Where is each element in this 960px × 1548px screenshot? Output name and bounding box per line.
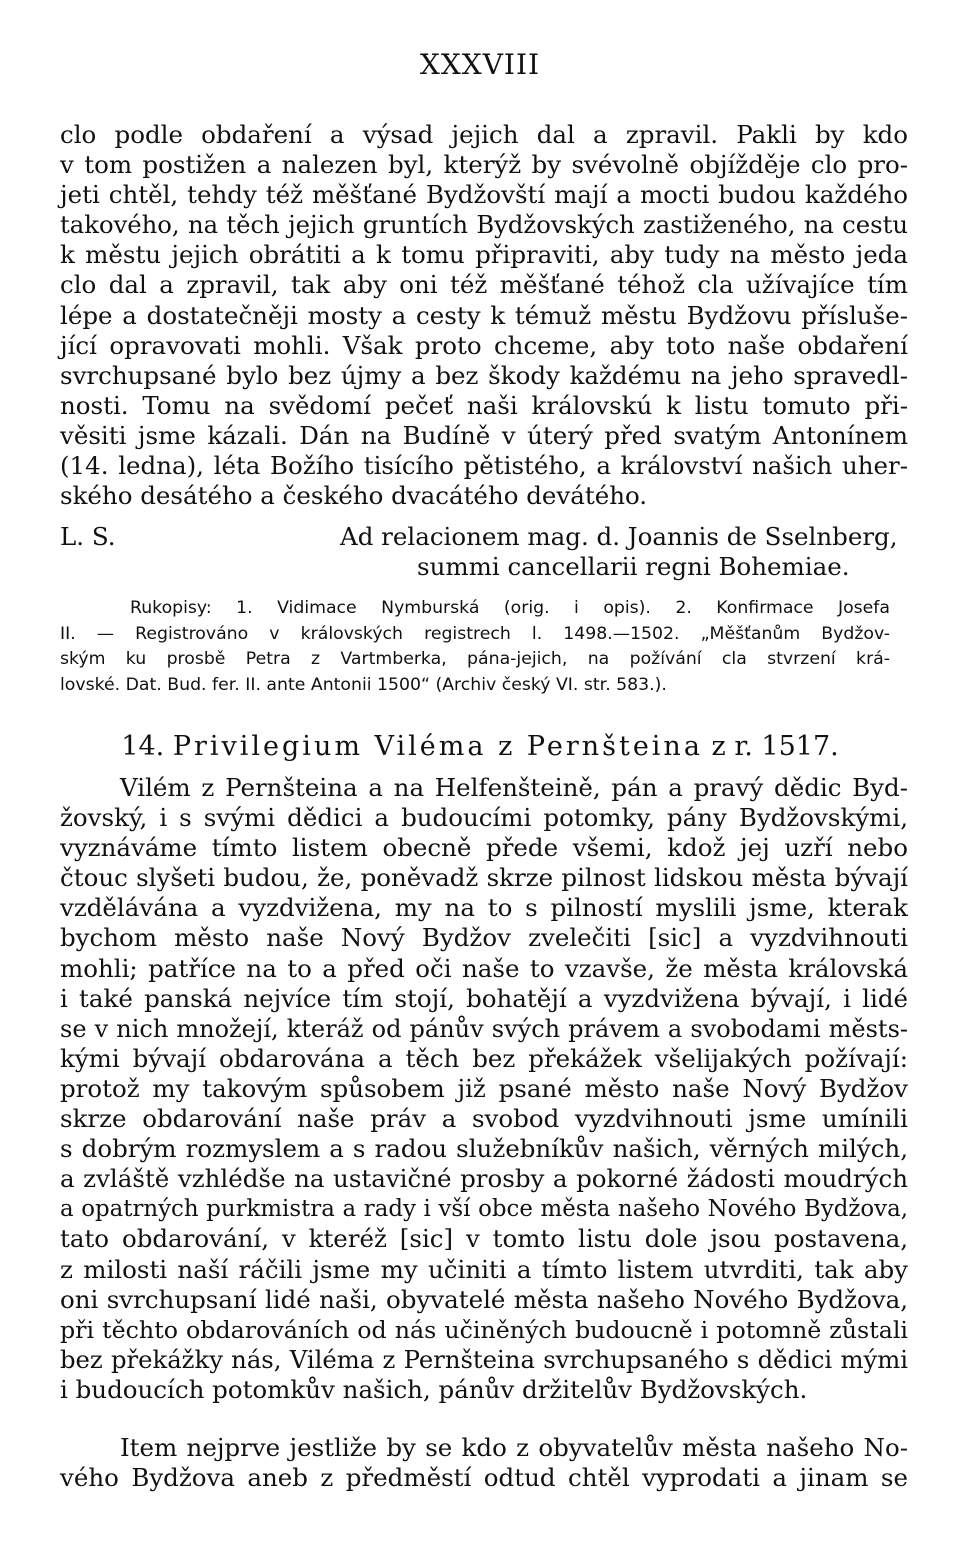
section-heading — [0, 730, 960, 764]
text-line: i také panská nejvíce tím stojí, bohatějí a vyzdvižena bývají, i lidé — [60, 983, 908, 1013]
note-line: ským ku prosbě Petra z Vartmberka, pána-jejich, na požívání cla stvrzení krá- — [60, 649, 890, 669]
text-line: při těchto obdarováních od nás učiněných budoucně i potomně zůstali — [60, 1315, 908, 1344]
text-line: svrchupsané bylo bez újmy a bez škody každému na jeho spravedl- — [60, 360, 908, 390]
text-line: ského desátého a českého dvacátého devátého. — [60, 481, 648, 511]
item-paragraph — [60, 1433, 910, 1493]
text-line: vyznáváme tímto listem obecně přede všemi, kdož jej uzří nebo — [60, 833, 908, 863]
text-line: z milosti naší ráčili jsme my učiniti a tímto listem utvrditi, tak aby — [60, 1254, 908, 1284]
text-line: se v nich množejí, kteráž od pánův svých právem a svobodami městs- — [60, 1014, 908, 1043]
privilege-paragraph — [60, 773, 910, 1405]
relation-note — [340, 522, 898, 582]
text-line: žovský, i s svými dědici a budoucími potomky, pány Bydžovskými, — [60, 803, 908, 833]
text-line: Item nejprve jestliže by se kdo z obyvatelův města našeho No- — [120, 1433, 908, 1462]
text-line: jeti chtěl, tehdy též měšťané Bydžovští mají a mocti budou každého — [60, 180, 908, 210]
text-line: jící opravovati mohli. Však proto chceme, aby toto naše obdaření — [60, 330, 908, 360]
page-number: XXXVIII — [419, 48, 541, 81]
text-line: oni svrchupsaní lidé naši, obyvatelé města našeho Nového Bydžova, — [60, 1284, 908, 1314]
text-line: a zvláště vzhlédše na ustavičné prosby a pokorné žádosti moudrých — [60, 1164, 908, 1194]
text-line: v tom postižen a nalezen byl, kterýž by svévolně objížděje clo pro- — [60, 150, 908, 180]
text-line: tato obdarování, v kteréž [sic] v tomto listu dole jsou postavena, — [60, 1224, 908, 1254]
text-line: čtouc slyšeti budou, že, poněvadž skrze pilnost lidskou města bývají — [60, 863, 908, 893]
note-line: Rukopisy: 1. Vidimace Nymburská (orig. i opis). 2. Konfirmace Josefa — [130, 598, 890, 618]
text-line: věsiti jsme kázali. Dán na Budíně v úterý před svatým Antonínem — [60, 420, 908, 450]
relation-line: summi cancellarii regni Bohemiae. — [417, 552, 850, 581]
text-line: vzdělávána a vyzdvižena, my na to s pilností myslili jsme, kterak — [60, 893, 908, 923]
section-year: z r. 1517. — [711, 731, 839, 762]
text-line: a opatrných purkmistra a rady i vší obce města našeho Nového Bydžova, — [60, 1196, 908, 1223]
text-line: kými bývají obdarována a těch bez překážek všelijakých požívají: — [60, 1043, 908, 1073]
seal-mark: L. S. — [60, 522, 116, 551]
manuscript-note — [60, 596, 910, 698]
text-line: clo dal a zpravil, tak aby oni též měšťané téhož cla užívajíce tím — [60, 270, 908, 300]
paragraph-continued — [60, 120, 910, 511]
text-line: mohli; patříce na to a před oči naše to vzavše, že města královská — [60, 953, 908, 983]
text-line: bez překážky nás, Viléma z Pernšteina svrchupsaného s dědici mými — [60, 1344, 908, 1374]
text-line: bychom město naše Nový Bydžov zvelečiti [sic] a vyzdvihnouti — [60, 923, 908, 953]
text-line: s dobrým rozmyslem a s radou služebníkův našich, věrných milých, — [60, 1134, 908, 1164]
section-number: 14. — [121, 731, 165, 762]
text-line: Vilém z Pernšteina a na Helfenšteině, pán a pravý dědic Byd- — [120, 773, 908, 802]
text-line: k městu jejich obrátiti a k tomu připraviti, aby tudy na město jeda — [60, 240, 908, 270]
text-line: nosti. Tomu na svědomí pečeť naši královskú k listu tomuto při- — [60, 390, 908, 420]
text-line: clo podle obdaření a výsad jejich dal a zpravil. Pakli by kdo — [60, 120, 908, 149]
text-line: (14. ledna), léta Božího tisícího pětistého, a království našich uher- — [60, 451, 908, 481]
section-title: Privilegium Viléma z Pernšteina — [172, 731, 703, 762]
text-line: takového, na těch jejich gruntích Bydžovských zastiženého, na cestu — [60, 210, 908, 240]
text-line: skrze obdarování naše práv a svobod vyzdvihnouti jsme umínili — [60, 1104, 908, 1134]
text-line: protož my takovým spůsobem již psané město naše Nový Bydžov — [60, 1073, 908, 1103]
text-line: lépe a dostatečněji mosty a cesty k témuž městu Bydžovu přísluše- — [60, 300, 908, 330]
note-line: II. — Registrováno v královských registrech l. 1498.—1502. „Měšťanům Bydžov- — [60, 623, 890, 644]
text-line: i budoucích potomkův našich, pánův držitelův Bydžovských. — [60, 1374, 808, 1404]
note-line: lovské. Dat. Bud. fer. II. ante Antonii 1500“ (Archiv český VI. str. 583.). — [60, 674, 667, 695]
relation-line: Ad relacionem mag. d. Joannis de Sselnberg, — [340, 522, 898, 551]
text-line: vého Bydžova aneb z předměstí odtud chtěl vyprodati a jinam se — [60, 1463, 908, 1493]
